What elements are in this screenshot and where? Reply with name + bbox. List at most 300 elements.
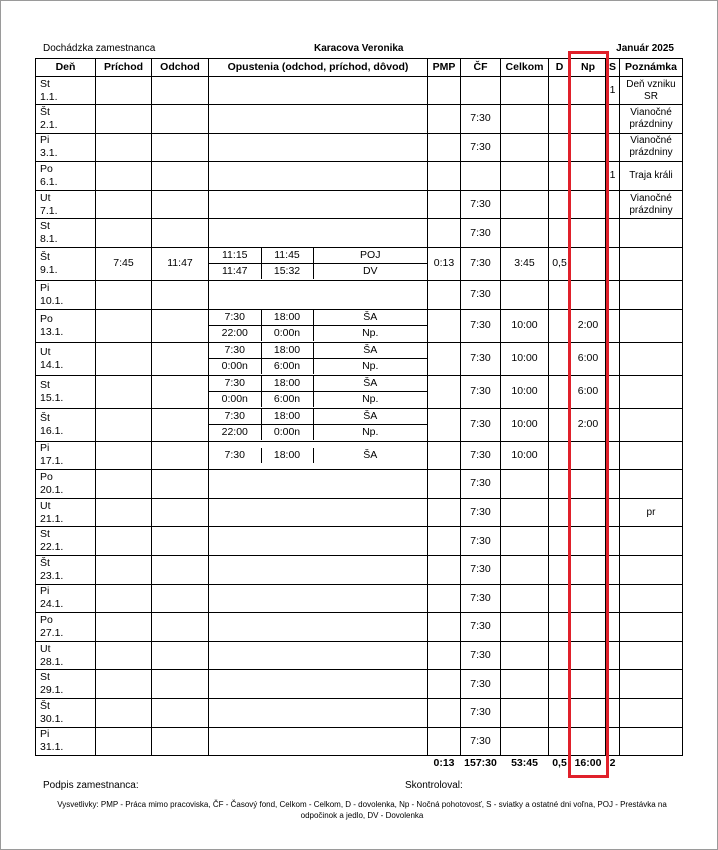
column-header: PMP [428, 59, 461, 77]
weekday: Pi [40, 134, 50, 147]
absence-leave: 22:00 [209, 326, 261, 342]
day-cell [36, 527, 96, 556]
arrival-cell [96, 105, 152, 134]
absence-leave: 7:30 [209, 376, 261, 392]
absence-leave: 11:47 [209, 264, 261, 280]
cf-cell: 7:30 [461, 613, 501, 642]
date: 27.1. [40, 626, 64, 639]
cf-cell: 7:30 [461, 105, 501, 134]
note-cell [620, 641, 683, 670]
column-header: Np [571, 59, 606, 77]
weekday: Pi [40, 281, 50, 294]
pmp-cell [428, 77, 461, 105]
arrival-cell [96, 498, 152, 527]
arrival-cell [96, 408, 152, 441]
column-header: Poznámka [620, 59, 683, 77]
date: 10.1. [40, 294, 64, 307]
day-cell [36, 670, 96, 699]
absences-cell [209, 441, 428, 470]
note-cell [620, 219, 683, 248]
absence-reason: ŠA [363, 448, 378, 461]
arrival-cell [96, 280, 152, 309]
cf-cell: 7:30 [461, 555, 501, 584]
absences-subtable [209, 343, 427, 374]
day-cell [36, 77, 96, 105]
column-header: ČF [461, 59, 501, 77]
arrival-cell [96, 641, 152, 670]
column-header: Príchod [96, 59, 152, 77]
total-cell [501, 698, 549, 727]
weekday: Po [40, 470, 53, 483]
date: 3.1. [40, 147, 58, 160]
pmp-cell [428, 470, 461, 499]
date: 17.1. [40, 455, 64, 468]
total-empty [36, 756, 96, 772]
arrival-cell [96, 613, 152, 642]
departure-cell [152, 641, 209, 670]
absence-entry [209, 392, 427, 408]
day-cell [36, 375, 96, 408]
column-header: Deň [36, 59, 96, 77]
note-cell [620, 309, 683, 342]
total-cell [501, 470, 549, 499]
total-cell [501, 105, 549, 134]
arrival-cell [96, 555, 152, 584]
absences-subtable [209, 310, 427, 341]
cf-cell: 7:30 [461, 247, 501, 280]
arrival-cell [96, 698, 152, 727]
total-cell [501, 280, 549, 309]
absence-leave: 22:00 [209, 425, 261, 441]
np-column-highlight [568, 51, 609, 778]
absence-return: 18:00 [261, 343, 313, 359]
total-np: 16:00 [574, 757, 602, 770]
note-cell: Vianočné prázdniny [620, 133, 683, 162]
absences-cell [209, 162, 428, 191]
date: 28.1. [40, 655, 64, 668]
absences-subtable [209, 409, 427, 440]
departure-cell [152, 133, 209, 162]
absence-return: 11:45 [261, 248, 313, 264]
period-label: Január 2025 [616, 43, 674, 54]
cf-cell: 7:30 [461, 498, 501, 527]
weekday: Št [40, 250, 50, 263]
total-s: 2 [609, 757, 616, 770]
note-cell [620, 247, 683, 280]
date: 30.1. [40, 712, 64, 725]
note-cell [620, 408, 683, 441]
absences-cell [209, 133, 428, 162]
departure-cell: 11:47 [152, 247, 209, 280]
column-header: S [606, 59, 620, 77]
absence-return: 18:00 [261, 310, 313, 326]
cf-cell: 7:30 [461, 190, 501, 219]
absences-cell [209, 219, 428, 248]
date: 20.1. [40, 483, 64, 496]
total-cell [501, 584, 549, 613]
pmp-cell [428, 441, 461, 470]
pmp-cell [428, 105, 461, 134]
total-cell [501, 190, 549, 219]
note-cell: Traja králi [620, 162, 683, 191]
total-cell [501, 555, 549, 584]
absence-leave: 11:15 [209, 248, 261, 264]
pmp-cell [428, 641, 461, 670]
date: 29.1. [40, 684, 64, 697]
departure-cell [152, 219, 209, 248]
note-cell: Deň vzniku SR [620, 77, 683, 105]
absence-leave: 7:30 [209, 343, 261, 359]
absence-reason: ŠA [363, 377, 378, 390]
note-cell [620, 584, 683, 613]
absences-cell [209, 105, 428, 134]
employee-name: Karacova Veronika [314, 43, 404, 54]
absences-cell [209, 309, 428, 342]
total-celkom: 53:45 [511, 757, 538, 770]
day-cell [36, 584, 96, 613]
day-cell [36, 727, 96, 756]
date: 22.1. [40, 541, 64, 554]
arrival-cell [96, 727, 152, 756]
total-cell: 10:00 [501, 309, 549, 342]
cf-cell: 7:30 [461, 375, 501, 408]
absence-leave: 0:00n [209, 359, 261, 375]
date: 24.1. [40, 598, 64, 611]
holiday-cell: 1 [606, 77, 620, 105]
pmp-cell [428, 555, 461, 584]
departure-cell [152, 470, 209, 499]
day-cell [36, 698, 96, 727]
departure-cell [152, 584, 209, 613]
note-cell [620, 441, 683, 470]
absence-return: 18:00 [261, 409, 313, 425]
day-cell [36, 219, 96, 248]
pmp-cell [428, 670, 461, 699]
absences-cell [209, 641, 428, 670]
arrival-cell [96, 527, 152, 556]
absence-entry [209, 376, 427, 392]
total-empty [96, 756, 152, 772]
total-cell: 10:00 [501, 441, 549, 470]
absences-cell [209, 698, 428, 727]
departure-cell [152, 280, 209, 309]
absence-reason: Np. [313, 425, 427, 441]
total-empty [209, 756, 428, 772]
total-pmp: 0:13 [433, 757, 455, 770]
absences-cell [209, 613, 428, 642]
day-cell [36, 133, 96, 162]
pmp-cell [428, 375, 461, 408]
absence-reason: DV [313, 264, 427, 280]
absence-reason: ŠA [363, 410, 378, 423]
cf-cell: 7:30 [461, 527, 501, 556]
cf-cell: 7:30 [461, 698, 501, 727]
departure-cell [152, 613, 209, 642]
day-cell [36, 280, 96, 309]
absence-entry [209, 343, 427, 359]
absences-subtable [209, 448, 427, 463]
cf-cell: 7:30 [461, 641, 501, 670]
absences-cell [209, 527, 428, 556]
absences-cell [209, 280, 428, 309]
weekday: Št [40, 556, 50, 569]
absences-cell [209, 375, 428, 408]
total-empty [152, 756, 209, 772]
checked-by-label: Skontroloval: [405, 780, 463, 791]
arrival-cell [96, 670, 152, 699]
absence-entry [209, 359, 427, 375]
pmp-cell [428, 190, 461, 219]
arrival-cell [96, 584, 152, 613]
day-cell [36, 162, 96, 191]
date: 13.1. [40, 325, 64, 338]
departure-cell [152, 77, 209, 105]
weekday: Pi [40, 728, 50, 741]
absences-cell [209, 670, 428, 699]
absence-reason: ŠA [363, 311, 378, 324]
weekday: Po [40, 613, 53, 626]
weekday: Pi [40, 585, 50, 598]
note-cell: Vianočné prázdniny [620, 190, 683, 219]
date: 23.1. [40, 569, 64, 582]
total-cell [501, 670, 549, 699]
holiday-cell: 1 [606, 162, 620, 191]
cf-cell: 7:30 [461, 441, 501, 470]
day-cell [36, 498, 96, 527]
cf-cell: 7:30 [461, 408, 501, 441]
departure-cell [152, 309, 209, 342]
np-cell: 6:00 [571, 375, 606, 408]
arrival-cell [96, 375, 152, 408]
cf-cell: 7:30 [461, 133, 501, 162]
weekday: Ut [40, 345, 51, 358]
weekday: Ut [40, 499, 51, 512]
weekday: Št [40, 105, 50, 118]
date: 15.1. [40, 391, 64, 404]
departure-cell [152, 498, 209, 527]
departure-cell [152, 408, 209, 441]
pmp-cell [428, 219, 461, 248]
absence-leave: 7:30 [209, 409, 261, 425]
note-cell [620, 555, 683, 584]
arrival-cell [96, 133, 152, 162]
pmp-cell [428, 162, 461, 191]
total-cell [501, 641, 549, 670]
column-header: Opustenia (odchod, príchod, dôvod) [209, 59, 428, 77]
absences-cell [209, 408, 428, 441]
absence-entry [209, 448, 427, 463]
absences-cell [209, 727, 428, 756]
weekday: St [40, 77, 50, 90]
date: 2.1. [40, 118, 58, 131]
departure-cell [152, 555, 209, 584]
departure-cell [152, 698, 209, 727]
total-cell [501, 727, 549, 756]
departure-cell [152, 342, 209, 375]
departure-cell [152, 670, 209, 699]
absence-entry [209, 326, 427, 342]
pmp-cell [428, 727, 461, 756]
departure-cell [152, 162, 209, 191]
weekday: Po [40, 162, 53, 175]
pmp-cell [428, 133, 461, 162]
pmp-cell [428, 698, 461, 727]
note-cell [620, 280, 683, 309]
cf-cell [461, 162, 501, 191]
absences-subtable [209, 248, 427, 279]
total-cell [501, 498, 549, 527]
absences-subtable [209, 376, 427, 407]
note-cell [620, 342, 683, 375]
weekday: St [40, 378, 50, 391]
day-cell [36, 247, 96, 280]
note-cell [620, 470, 683, 499]
cf-cell: 7:30 [461, 309, 501, 342]
total-cell [501, 219, 549, 248]
date: 8.1. [40, 233, 58, 246]
day-cell [36, 309, 96, 342]
total-cell [501, 613, 549, 642]
total-cell: 10:00 [501, 375, 549, 408]
date: 14.1. [40, 358, 64, 371]
weekday: St [40, 671, 50, 684]
date: 6.1. [40, 175, 58, 188]
absence-leave: 7:30 [209, 448, 261, 463]
total-cell: 10:00 [501, 408, 549, 441]
departure-cell [152, 527, 209, 556]
total-cell [501, 162, 549, 191]
np-cell: 6:00 [571, 342, 606, 375]
pmp-cell [428, 342, 461, 375]
absence-reason: ŠA [363, 344, 378, 357]
weekday: Po [40, 312, 53, 325]
absence-return: 6:00n [261, 359, 313, 375]
arrival-cell [96, 190, 152, 219]
arrival-cell [96, 470, 152, 499]
signature-label: Podpis zamestnanca: [43, 780, 139, 791]
total-cell: 10:00 [501, 342, 549, 375]
total-cell [501, 133, 549, 162]
pmp-cell [428, 498, 461, 527]
absences-cell [209, 584, 428, 613]
day-cell [36, 641, 96, 670]
day-cell [36, 613, 96, 642]
pmp-cell [428, 527, 461, 556]
weekday: St [40, 528, 50, 541]
cf-cell: 7:30 [461, 219, 501, 248]
note-cell: Vianočné prázdniny [620, 105, 683, 134]
column-header: Celkom [501, 59, 549, 77]
weekday: St [40, 220, 50, 233]
absences-cell [209, 247, 428, 280]
total-cell [501, 77, 549, 105]
pmp-cell [428, 613, 461, 642]
arrival-cell [96, 342, 152, 375]
date: 31.1. [40, 741, 64, 754]
day-cell [36, 441, 96, 470]
cf-cell: 7:30 [461, 470, 501, 499]
cf-cell: 7:30 [461, 342, 501, 375]
absence-return: 18:00 [261, 376, 313, 392]
absence-reason: POJ [360, 249, 381, 262]
column-header: Odchod [152, 59, 209, 77]
weekday: Ut [40, 191, 51, 204]
absence-leave: 7:30 [209, 310, 261, 326]
arrival-cell [96, 162, 152, 191]
date: 21.1. [40, 512, 64, 525]
np-cell: 2:00 [571, 408, 606, 441]
absences-cell [209, 555, 428, 584]
total-cell [501, 527, 549, 556]
note-cell [620, 527, 683, 556]
note-cell: pr [620, 498, 683, 527]
absences-cell [209, 342, 428, 375]
departure-cell [152, 441, 209, 470]
weekday: Št [40, 699, 50, 712]
vacation-cell: 0,5 [549, 247, 571, 280]
cf-cell [461, 77, 501, 105]
document-title: Dochádzka zamestnanca [43, 43, 156, 54]
note-cell [620, 375, 683, 408]
arrival-cell [96, 219, 152, 248]
absence-return: 0:00n [261, 326, 313, 342]
absence-reason: Np. [313, 326, 427, 342]
absences-cell [209, 77, 428, 105]
np-cell: 2:00 [571, 309, 606, 342]
total-cf: 157:30 [464, 757, 497, 770]
weekday: Št [40, 411, 50, 424]
pmp-cell [428, 584, 461, 613]
day-cell [36, 342, 96, 375]
absences-cell [209, 190, 428, 219]
absence-leave: 0:00n [209, 392, 261, 408]
absence-entry [209, 264, 427, 280]
absence-reason: Np. [313, 359, 427, 375]
note-cell [620, 727, 683, 756]
total-cell: 3:45 [501, 247, 549, 280]
column-header: D [549, 59, 571, 77]
arrival-cell: 7:45 [96, 247, 152, 280]
date: 7.1. [40, 204, 58, 217]
pmp-cell [428, 309, 461, 342]
cf-cell: 7:30 [461, 280, 501, 309]
legend-text: Vysvetlivky: PMP - Práca mimo pracoviska, ČF - Časový fond, Celkom - Celkom, D - dovolenka, Np - Nočná pohotovosť, S - sviatky a ostatné dni voľna, POJ - Prestávka na odpočinok a jedlo, DV - Dovolenka [57, 800, 667, 820]
departure-cell [152, 375, 209, 408]
absence-return: 15:32 [261, 264, 313, 280]
absence-reason: Np. [313, 392, 427, 408]
day-cell [36, 105, 96, 134]
day-cell [36, 470, 96, 499]
day-cell [36, 190, 96, 219]
pmp-cell [428, 280, 461, 309]
cf-cell: 7:30 [461, 584, 501, 613]
departure-cell [152, 727, 209, 756]
weekday: Ut [40, 642, 51, 655]
pmp-cell: 0:13 [428, 247, 461, 280]
note-cell [620, 670, 683, 699]
note-cell [620, 698, 683, 727]
day-cell [36, 555, 96, 584]
arrival-cell [96, 309, 152, 342]
date: 9.1. [40, 263, 58, 276]
date: 16.1. [40, 424, 64, 437]
cf-cell: 7:30 [461, 670, 501, 699]
pmp-cell [428, 408, 461, 441]
absences-cell [209, 470, 428, 499]
note-cell [620, 613, 683, 642]
absence-return: 6:00n [261, 392, 313, 408]
weekday: Pi [40, 442, 50, 455]
